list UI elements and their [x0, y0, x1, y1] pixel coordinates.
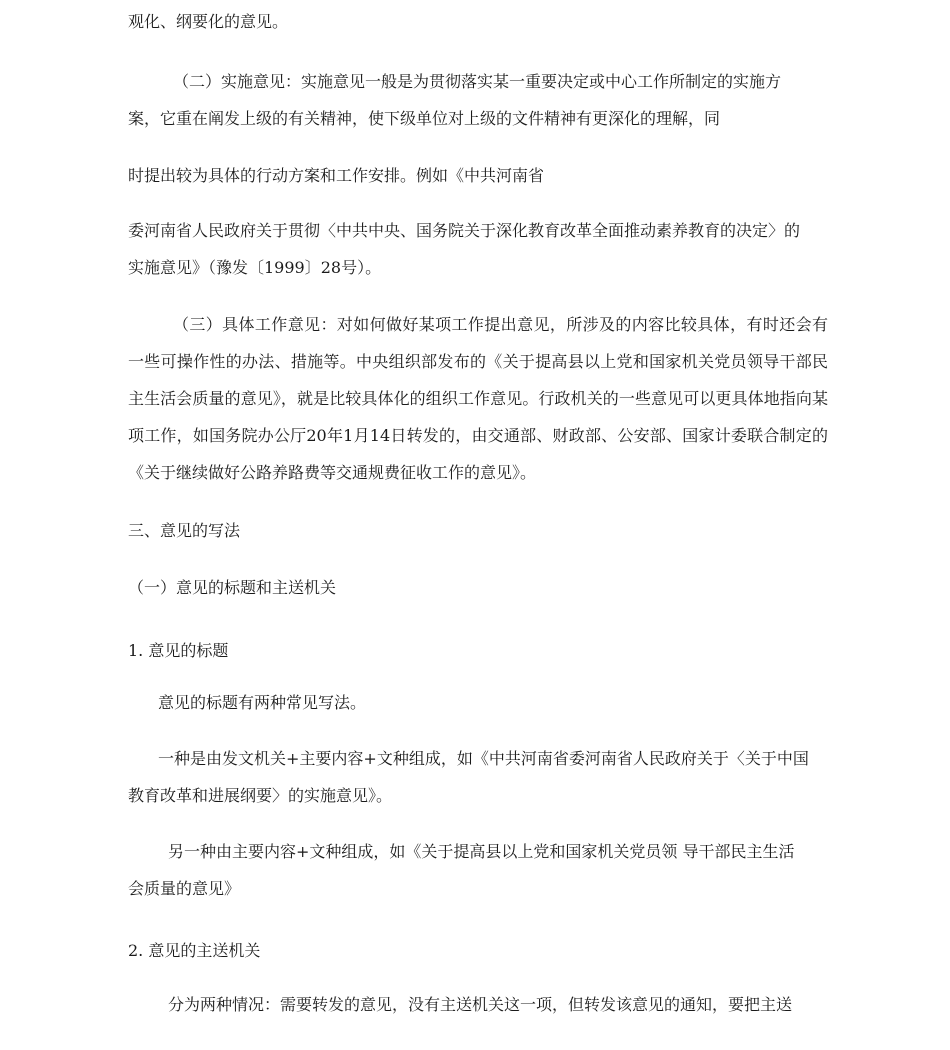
paragraph-line: 实施意见》（豫发〔1999〕28号）。: [128, 258, 382, 277]
list-item-heading: 2. 意见的主送机关: [128, 941, 261, 960]
paragraph-line: 教育改革和进展纲要〉的实施意见》。: [128, 786, 393, 805]
section-heading: 三、意见的写法: [128, 521, 241, 540]
subsection-heading: （一）意见的标题和主送机关: [128, 578, 337, 597]
paragraph-line: 一种是由发文机关+主要内容+文种组成，如《中共河南省委河南省人民政府关于〈关于中国: [158, 749, 809, 768]
list-item-heading: 1. 意见的标题: [128, 641, 229, 660]
paragraph-line: 另一种由主要内容+文种组成，如《关于提高县以上党和国家机关党员领 导干部民主生活: [168, 842, 795, 861]
paragraph-line: 意见的标题有两种常见写法。: [158, 693, 367, 712]
paragraph-line: 案，它重在阐发上级的有关精神，使下级单位对上级的文件精神有更深化的理解，同: [128, 109, 721, 128]
paragraph-line: 会质量的意见》: [128, 879, 241, 898]
paragraph-line: （二）实施意见：实施意见一般是为贯彻落实某一重要决定或中心工作所制定的实施方: [173, 72, 782, 91]
paragraph-line: 时提出较为具体的行动方案和工作安排。例如《中共河南省: [128, 166, 545, 185]
paragraph-line: 观化、纲要化的意见。: [128, 12, 289, 31]
paragraph-specific-work-opinion: （三）具体工作意见：对如何做好某项工作提出意见，所涉及的内容比较具体，有时还会有一些可操作性的办法、措施等。中央组织部发布的《关于提高县以上党和国家机关党员领导干部民主生活会质量的意见》，就是比较具体化的组织工作意见。行政机关的一些意见可以更具体地指向某项工作，如国务院办公厅20年1月14日转发的，由交通部、财政部、公安部、国家计委联合制定的《关于继续做好公路养路费等交通规费征收工作的意见》。: [128, 315, 828, 482]
paragraph-line: 分为两种情况：需要转发的意见，没有主送机关这一项，但转发该意见的通知，要把主送: [168, 995, 793, 1014]
paragraph-line: 委河南省人民政府关于贯彻〈中共中央、国务院关于深化教育改革全面推动素养教育的决定〉的: [128, 221, 801, 240]
